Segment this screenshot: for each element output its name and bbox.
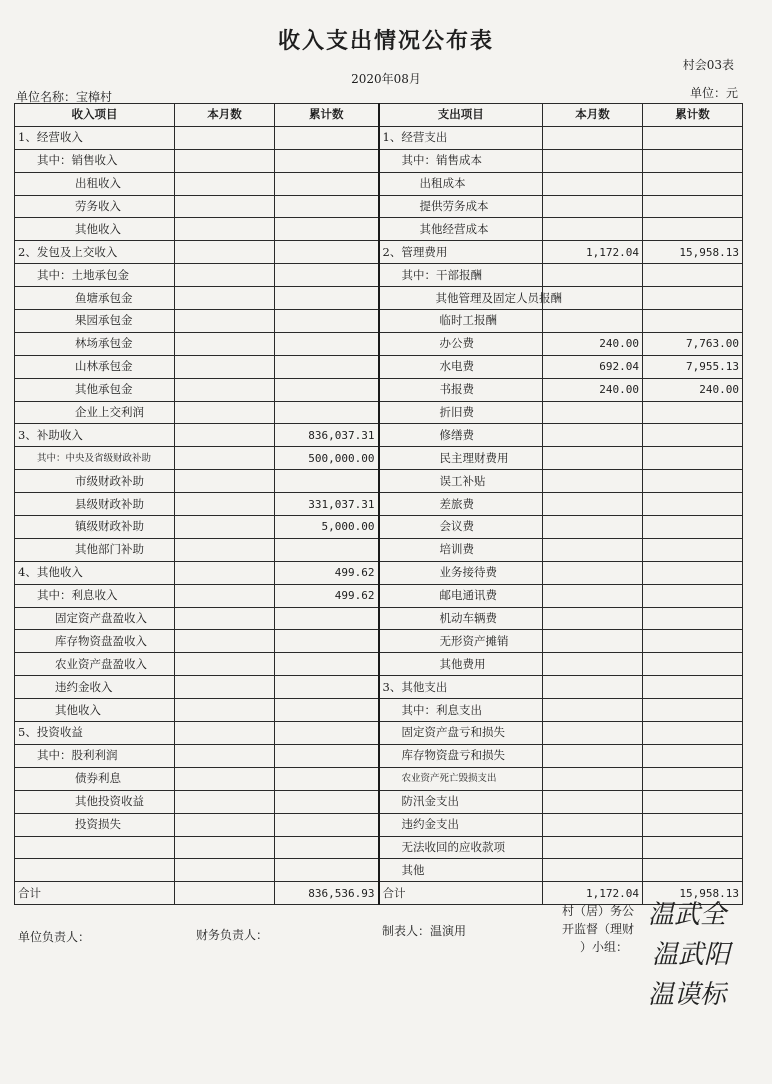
report-period: 2020年08月: [351, 72, 421, 86]
income-cumulative-cell: 499.62: [275, 584, 379, 607]
income-cumulative-cell: [275, 401, 379, 424]
expense-this-month-cell: [543, 401, 643, 424]
income-expense-table: [14, 103, 743, 905]
income-cumulative-cell: [275, 264, 379, 287]
expense-cumulative-cell: [643, 813, 743, 836]
income-this-month-cell: [175, 653, 275, 676]
expense-this-month-cell: [543, 218, 643, 241]
table-row: [15, 538, 743, 561]
table-row: [15, 195, 743, 218]
income-item-cell: 4、其他收入: [15, 561, 175, 584]
expense-cumulative-cell: [643, 790, 743, 813]
expense-item-cell: 违约金支出: [379, 813, 543, 836]
expense-cumulative-cell: [643, 699, 743, 722]
report-title: 收入支出情况公布表: [277, 28, 494, 54]
table-row: [15, 401, 743, 424]
income-this-month-cell: [175, 767, 275, 790]
expense-this-month-cell: [543, 859, 643, 882]
income-this-month-cell: [175, 218, 275, 241]
table-row: [15, 447, 743, 470]
table-row: [15, 149, 743, 172]
income-cumulative-cell: [275, 744, 379, 767]
header-cumulative: 累计数: [275, 104, 379, 127]
expense-cumulative-cell: 7,763.00: [643, 332, 743, 355]
expense-cumulative-cell: [643, 195, 743, 218]
expense-item-cell: 2、管理费用: [379, 241, 543, 264]
expense-this-month-cell: 692.04: [543, 355, 643, 378]
expense-item-cell: 办公费: [379, 332, 543, 355]
income-item-cell: 镇级财政补助: [15, 516, 175, 539]
income-item-cell: 林场承包金: [15, 332, 175, 355]
income-this-month-cell: [175, 126, 275, 149]
income-cumulative-cell: [275, 126, 379, 149]
income-this-month-cell: [175, 561, 275, 584]
income-item-cell: [15, 859, 175, 882]
handwritten-signatures: [648, 895, 763, 1015]
expense-cumulative-cell: 240.00: [643, 378, 743, 401]
income-cumulative-cell: 836,037.31: [275, 424, 379, 447]
expense-item-cell: 无形资产摊销: [379, 630, 543, 653]
income-this-month-cell: [175, 195, 275, 218]
income-item-cell: 其中：中央及省级财政补助: [15, 447, 175, 470]
income-item-cell: 合计: [15, 882, 175, 905]
expense-cumulative-cell: [643, 676, 743, 699]
income-cumulative-cell: 331,037.31: [275, 493, 379, 516]
table-row: [15, 722, 743, 745]
income-this-month-cell: [175, 882, 275, 905]
expense-cumulative-cell: [643, 744, 743, 767]
income-this-month-cell: [175, 836, 275, 859]
signature-1: 温武全: [648, 900, 727, 930]
table-row: [15, 264, 743, 287]
income-cumulative-cell: [275, 722, 379, 745]
table-row: [15, 218, 743, 241]
income-item-cell: 市级财政补助: [15, 470, 175, 493]
income-item-cell: 其中：股利利润: [15, 744, 175, 767]
expense-this-month-cell: [543, 722, 643, 745]
income-item-cell: 其他部门补助: [15, 538, 175, 561]
table-row: [15, 378, 743, 401]
income-item-cell: 库存物资盘盈收入: [15, 630, 175, 653]
expense-item-cell: 机动车辆费: [379, 607, 543, 630]
table-row: [15, 584, 743, 607]
income-cumulative-cell: [275, 859, 379, 882]
expense-this-month-cell: [543, 630, 643, 653]
expense-item-cell: 水电费: [379, 355, 543, 378]
income-cumulative-cell: 500,000.00: [275, 447, 379, 470]
table-row: [15, 332, 743, 355]
income-this-month-cell: [175, 355, 275, 378]
expense-item-cell: 防汛金支出: [379, 790, 543, 813]
expense-this-month-cell: [543, 172, 643, 195]
signature-2: 温武阳: [652, 940, 731, 970]
income-this-month-cell: [175, 722, 275, 745]
table-row: [15, 836, 743, 859]
table-row: [15, 126, 743, 149]
expense-this-month-cell: [543, 744, 643, 767]
expense-item-cell: 出租成本: [379, 172, 543, 195]
table-row: [15, 287, 743, 310]
expense-cumulative-cell: [643, 630, 743, 653]
expense-this-month-cell: [543, 836, 643, 859]
expense-item-cell: 1、经营支出: [379, 126, 543, 149]
table-body: [15, 126, 743, 904]
table-row: [15, 241, 743, 264]
income-item-cell: 出租收入: [15, 172, 175, 195]
table-row: [15, 355, 743, 378]
expense-this-month-cell: [543, 607, 643, 630]
income-cumulative-cell: [275, 310, 379, 333]
expense-cumulative-cell: [643, 584, 743, 607]
expense-cumulative-cell: [643, 607, 743, 630]
table-row: [15, 790, 743, 813]
expense-item-cell: 固定资产盘亏和损失: [379, 722, 543, 745]
table-row: [15, 561, 743, 584]
expense-cumulative-cell: [643, 470, 743, 493]
table-row: [15, 744, 743, 767]
income-item-cell: 其他投资收益: [15, 790, 175, 813]
expense-item-cell: 临时工报酬: [379, 310, 543, 333]
income-this-month-cell: [175, 813, 275, 836]
expense-cumulative-cell: [643, 722, 743, 745]
expense-item-cell: 3、其他支出: [379, 676, 543, 699]
income-item-cell: 投资损失: [15, 813, 175, 836]
income-cumulative-cell: [275, 241, 379, 264]
income-item-cell: 劳务收入: [15, 195, 175, 218]
income-this-month-cell: [175, 470, 275, 493]
expense-this-month-cell: [543, 149, 643, 172]
table-row: [15, 767, 743, 790]
table-row: [15, 172, 743, 195]
unit-head-label: 单位负责人：: [18, 930, 91, 944]
expense-item-cell: 其中：干部报酬: [379, 264, 543, 287]
table-row: [15, 470, 743, 493]
table-row: [15, 516, 743, 539]
expense-this-month-cell: [543, 126, 643, 149]
income-this-month-cell: [175, 699, 275, 722]
income-this-month-cell: [175, 630, 275, 653]
income-this-month-cell: [175, 538, 275, 561]
expense-item-cell: 民主理财费用: [379, 447, 543, 470]
expense-this-month-cell: [543, 767, 643, 790]
supervise-label-2: 开监督（理财: [562, 922, 635, 936]
expense-this-month-cell: [543, 584, 643, 607]
income-cumulative-cell: [275, 355, 379, 378]
income-item-cell: 其中：土地承包金: [15, 264, 175, 287]
header-this-month-expense: 本月数: [543, 104, 643, 127]
expense-cumulative-cell: [643, 516, 743, 539]
income-this-month-cell: [175, 149, 275, 172]
form-code: 村会03表: [682, 58, 734, 72]
expense-cumulative-cell: [643, 653, 743, 676]
income-cumulative-cell: [275, 287, 379, 310]
expense-this-month-cell: [543, 195, 643, 218]
income-this-month-cell: [175, 401, 275, 424]
expense-this-month-cell: [543, 516, 643, 539]
expense-cumulative-cell: [643, 172, 743, 195]
income-this-month-cell: [175, 310, 275, 333]
income-item-cell: 固定资产盘盈收入: [15, 607, 175, 630]
expense-cumulative-cell: [643, 126, 743, 149]
income-cumulative-cell: [275, 653, 379, 676]
header-cumulative-expense: 累计数: [643, 104, 743, 127]
expense-item-cell: 无法收回的应收款项: [379, 836, 543, 859]
expense-this-month-cell: [543, 538, 643, 561]
income-cumulative-cell: [275, 676, 379, 699]
expense-cumulative-cell: [643, 310, 743, 333]
income-this-month-cell: [175, 378, 275, 401]
income-this-month-cell: [175, 172, 275, 195]
expense-cumulative-cell: [643, 218, 743, 241]
income-this-month-cell: [175, 241, 275, 264]
expense-cumulative-cell: 15,958.13: [643, 241, 743, 264]
income-item-cell: 其他收入: [15, 699, 175, 722]
header-expense-item: 支出项目: [379, 104, 543, 127]
income-cumulative-cell: 836,536.93: [275, 882, 379, 905]
income-this-month-cell: [175, 516, 275, 539]
income-this-month-cell: [175, 287, 275, 310]
finance-head-label: 财务负责人：: [196, 928, 269, 942]
expense-this-month-cell: 1,172.04: [543, 241, 643, 264]
signature-3: 温谟标: [648, 980, 727, 1010]
income-cumulative-cell: [275, 630, 379, 653]
income-item-cell: 其中：利息收入: [15, 584, 175, 607]
expense-cumulative-cell: 15,958.13: [643, 882, 743, 905]
expense-this-month-cell: 1,172.04: [543, 882, 643, 905]
expense-item-cell: 其他费用: [379, 653, 543, 676]
expense-this-month-cell: [543, 470, 643, 493]
expense-cumulative-cell: [643, 538, 743, 561]
expense-cumulative-cell: [643, 836, 743, 859]
expense-this-month-cell: [543, 424, 643, 447]
income-item-cell: 企业上交利润: [15, 401, 175, 424]
income-cumulative-cell: [275, 699, 379, 722]
income-item-cell: 2、发包及上交收入: [15, 241, 175, 264]
income-cumulative-cell: [275, 218, 379, 241]
supervise-label-1: 村（居）务公: [562, 904, 635, 918]
income-this-month-cell: [175, 264, 275, 287]
table-row: [15, 699, 743, 722]
expense-this-month-cell: [543, 310, 643, 333]
currency-unit: 单位：元: [689, 86, 738, 100]
income-cumulative-cell: [275, 813, 379, 836]
expense-this-month-cell: [543, 561, 643, 584]
expense-cumulative-cell: [643, 859, 743, 882]
expense-item-cell: 其中：销售成本: [379, 149, 543, 172]
income-item-cell: 1、经营收入: [15, 126, 175, 149]
income-this-month-cell: [175, 447, 275, 470]
expense-item-cell: 书报费: [379, 378, 543, 401]
income-item-cell: 债券利息: [15, 767, 175, 790]
income-this-month-cell: [175, 790, 275, 813]
income-cumulative-cell: [275, 195, 379, 218]
income-item-cell: 3、补助收入: [15, 424, 175, 447]
income-item-cell: 违约金收入: [15, 676, 175, 699]
table-row: [15, 493, 743, 516]
expense-item-cell: 会议费: [379, 516, 543, 539]
income-cumulative-cell: [275, 378, 379, 401]
income-cumulative-cell: [275, 172, 379, 195]
expense-item-cell: 其他经营成本: [379, 218, 543, 241]
table-row: [15, 653, 743, 676]
supervise-label-3: ）小组：: [580, 940, 629, 954]
income-this-month-cell: [175, 744, 275, 767]
expense-item-cell: 其他管理及固定人员报酬: [379, 287, 543, 310]
income-item-cell: 5、投资收益: [15, 722, 175, 745]
expense-item-cell: 业务接待费: [379, 561, 543, 584]
expense-this-month-cell: [543, 447, 643, 470]
expense-cumulative-cell: [643, 493, 743, 516]
income-item-cell: 其中：销售收入: [15, 149, 175, 172]
expense-cumulative-cell: [643, 264, 743, 287]
unit-name: 单位名称：宝樟村: [16, 90, 113, 104]
table-row: [15, 310, 743, 333]
expense-cumulative-cell: 7,955.13: [643, 355, 743, 378]
income-cumulative-cell: [275, 470, 379, 493]
table-row: [15, 630, 743, 653]
expense-this-month-cell: [543, 790, 643, 813]
header-this-month: 本月数: [175, 104, 275, 127]
table-header-row: [15, 104, 743, 127]
income-this-month-cell: [175, 676, 275, 699]
income-cumulative-cell: [275, 836, 379, 859]
income-cumulative-cell: [275, 790, 379, 813]
income-item-cell: 鱼塘承包金: [15, 287, 175, 310]
income-item-cell: 其他收入: [15, 218, 175, 241]
income-this-month-cell: [175, 332, 275, 355]
expense-cumulative-cell: [643, 287, 743, 310]
expense-cumulative-cell: [643, 767, 743, 790]
expense-cumulative-cell: [643, 401, 743, 424]
expense-this-month-cell: [543, 264, 643, 287]
table-row: [15, 607, 743, 630]
expense-item-cell: 差旅费: [379, 493, 543, 516]
table-row: [15, 859, 743, 882]
income-item-cell: 县级财政补助: [15, 493, 175, 516]
income-this-month-cell: [175, 607, 275, 630]
income-item-cell: 山林承包金: [15, 355, 175, 378]
expense-cumulative-cell: [643, 149, 743, 172]
expense-item-cell: 农业资产死亡毁损支出: [379, 767, 543, 790]
expense-this-month-cell: 240.00: [543, 332, 643, 355]
income-item-cell: 果园承包金: [15, 310, 175, 333]
income-item-cell: 其他承包金: [15, 378, 175, 401]
expense-item-cell: 提供劳务成本: [379, 195, 543, 218]
table-row: [15, 424, 743, 447]
expense-this-month-cell: 240.00: [543, 378, 643, 401]
expense-this-month-cell: [543, 653, 643, 676]
expense-item-cell: 库存物资盘亏和损失: [379, 744, 543, 767]
table-row: [15, 676, 743, 699]
expense-item-cell: 邮电通讯费: [379, 584, 543, 607]
expense-this-month-cell: [543, 699, 643, 722]
expense-cumulative-cell: [643, 561, 743, 584]
income-cumulative-cell: 499.62: [275, 561, 379, 584]
income-this-month-cell: [175, 493, 275, 516]
income-cumulative-cell: [275, 607, 379, 630]
preparer-label: 制表人：温演用: [382, 924, 467, 938]
expense-item-cell: 误工补贴: [379, 470, 543, 493]
table-row: [15, 813, 743, 836]
income-cumulative-cell: [275, 149, 379, 172]
expense-item-cell: 折旧费: [379, 401, 543, 424]
expense-item-cell: 其中：利息支出: [379, 699, 543, 722]
income-cumulative-cell: [275, 538, 379, 561]
income-this-month-cell: [175, 584, 275, 607]
expense-cumulative-cell: [643, 447, 743, 470]
expense-item-cell: 修缮费: [379, 424, 543, 447]
expense-this-month-cell: [543, 493, 643, 516]
expense-item-cell: 其他: [379, 859, 543, 882]
expense-this-month-cell: [543, 676, 643, 699]
expense-cumulative-cell: [643, 424, 743, 447]
income-cumulative-cell: [275, 332, 379, 355]
income-this-month-cell: [175, 859, 275, 882]
income-this-month-cell: [175, 424, 275, 447]
expense-this-month-cell: [543, 813, 643, 836]
header-income-item: 收入项目: [15, 104, 175, 127]
income-cumulative-cell: 5,000.00: [275, 516, 379, 539]
income-item-cell: [15, 836, 175, 859]
income-cumulative-cell: [275, 767, 379, 790]
expense-item-cell: 合计: [379, 882, 543, 905]
income-item-cell: 农业资产盘盈收入: [15, 653, 175, 676]
expense-item-cell: 培训费: [379, 538, 543, 561]
